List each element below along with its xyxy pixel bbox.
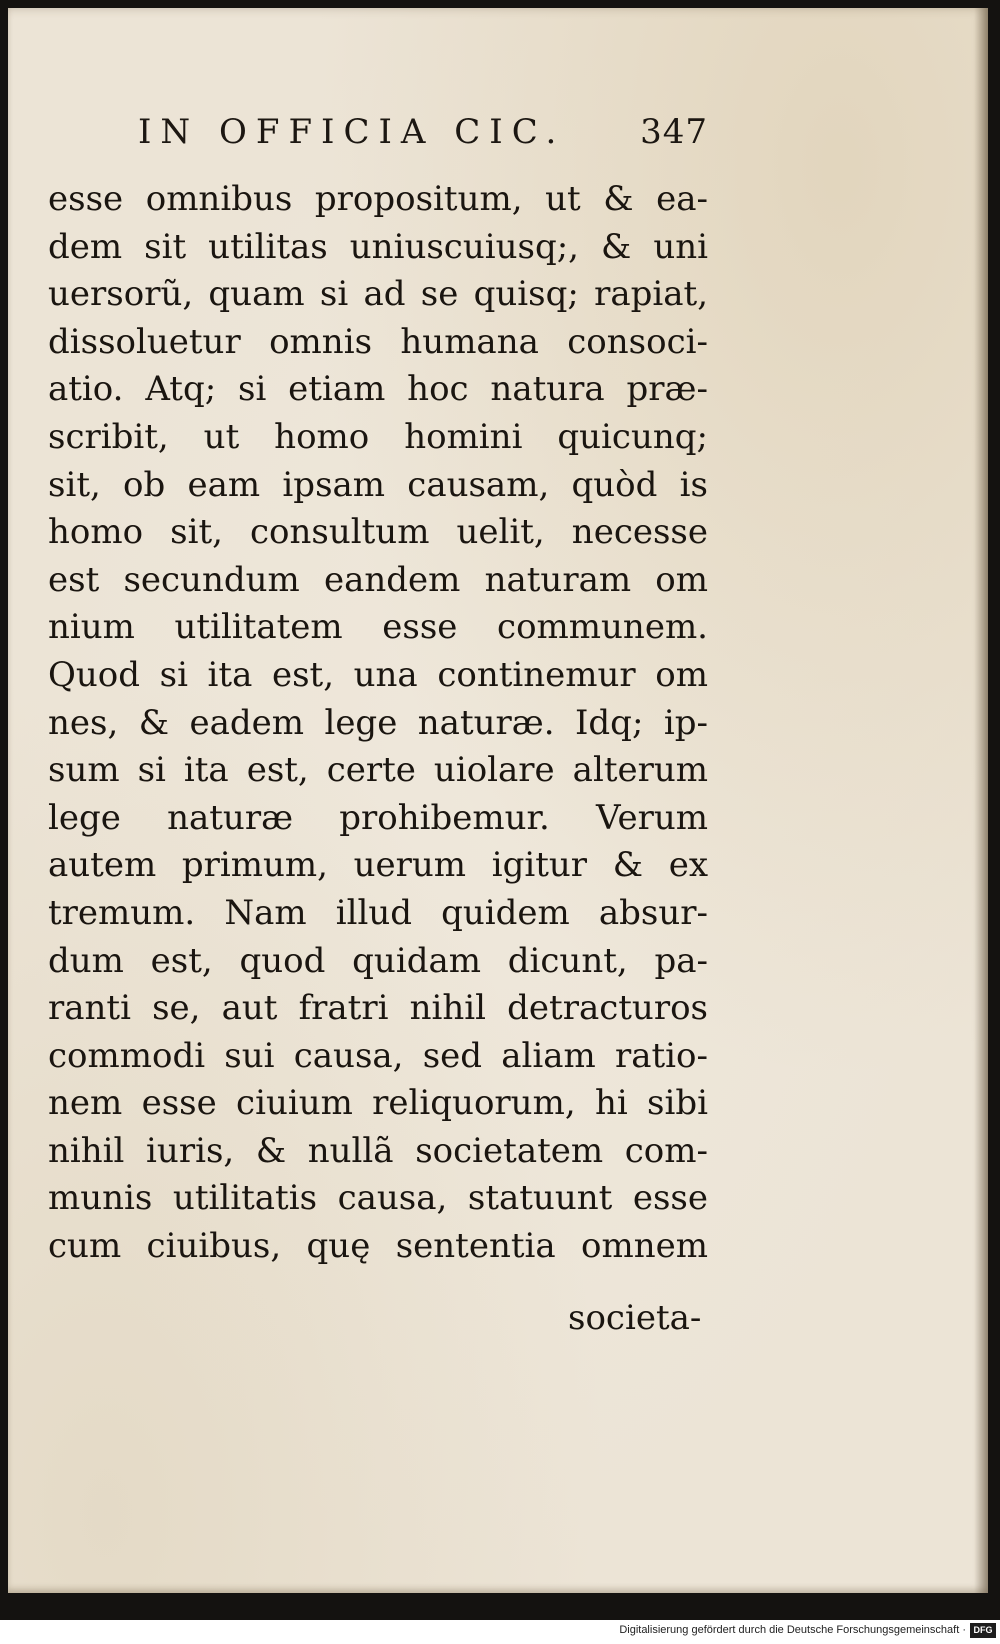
dfg-logo: DFG <box>970 1623 996 1638</box>
text-line: lege naturæ prohibemur. Verum <box>48 797 708 838</box>
book-page <box>8 8 988 1593</box>
catchword: societa- <box>568 1298 702 1338</box>
text-line: commodi sui causa, sed aliam ratio- <box>48 1035 708 1076</box>
body-text <box>48 176 708 1271</box>
funding-credit: Digitalisierung gefördert durch die Deutsche Forschungsgemeinschaft · <box>619 1624 966 1636</box>
text-line: homo sit, consultum uelit, necesse <box>48 512 708 553</box>
text-line: sum si ita est, certe uiolare alterum <box>48 750 708 791</box>
text-line: sit, ob eam ipsam causam, quòd is <box>48 464 708 505</box>
text-line: ranti se, aut fratri nihil detracturos <box>48 988 708 1029</box>
running-head: IN OFFICIA CIC. <box>138 112 566 152</box>
text-line: Quod si ita est, una continemur om <box>48 654 708 695</box>
text-line: autem primum, uerum igitur & ex <box>48 845 708 886</box>
text-line: cum ciuibus, quę sententia omnem <box>48 1226 708 1267</box>
text-line: tremum. Nam illud quidem absur- <box>48 892 708 933</box>
text-line: atio. Atq; si etiam hoc natura præ- <box>48 369 708 410</box>
text-line: munis utilitatis causa, statuunt esse <box>48 1178 708 1219</box>
text-line: dem sit utilitas uniuscuiusq;, & uni <box>48 226 708 267</box>
text-line: nium utilitatem esse communem. <box>48 607 708 648</box>
text-line: dum est, quod quidam dicunt, pa- <box>48 940 708 981</box>
text-line: nem esse ciuium reliquorum, hi sibi <box>48 1083 708 1124</box>
text-line: est secundum eandem naturam om <box>48 559 708 600</box>
text-line: uersorũ, quam si ad se quisq; rapiat, <box>48 274 708 315</box>
page-number: 347 <box>640 112 708 152</box>
text-line: esse omnibus propositum, ut & ea- <box>48 179 708 219</box>
text-line: nes, & eadem lege naturæ. Idq; ip- <box>48 702 708 743</box>
page-edge-shadow <box>974 8 988 1593</box>
page-header <box>138 112 708 160</box>
digitization-footer <box>0 1620 1000 1644</box>
text-line: nihil iuris, & nullã societatem com- <box>48 1130 708 1171</box>
text-line: dissoluetur omnis humana consoci- <box>48 321 708 362</box>
text-line: scribit, ut homo homini quicunq; <box>48 416 708 457</box>
